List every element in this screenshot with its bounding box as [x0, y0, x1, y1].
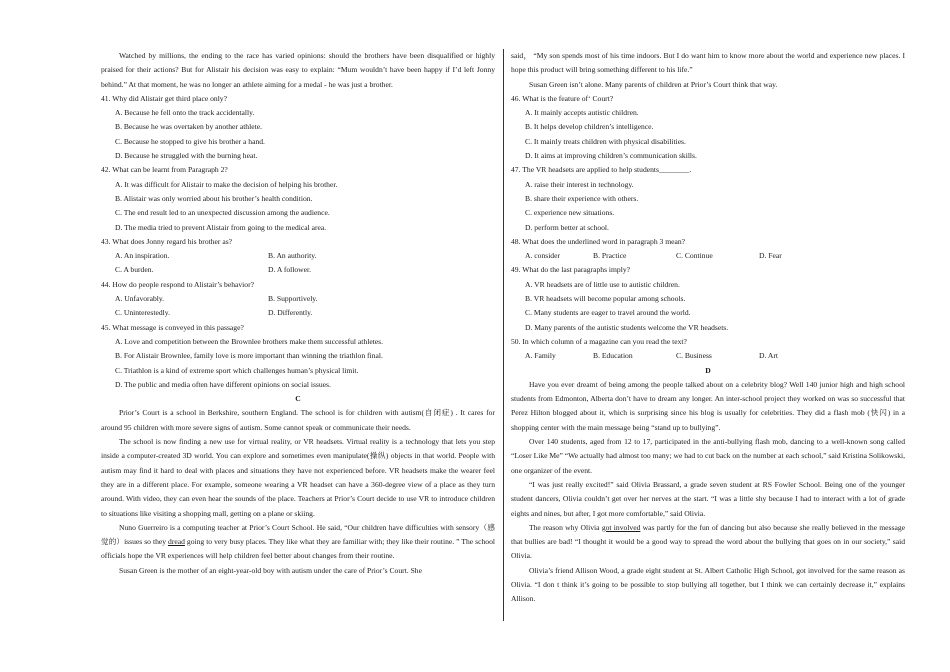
passage-d-paragraph-3: “I was just really excited!” said Olivia Brassard, a grade seven student at RS Fowler School. Being one of the younger student dancers, Olivia couldn’t get over her nerves at the start. “I was a little shy because I had to interact with a lot of grade eights and nines, but after, I got more comfortable,” said Olivia. [511, 479, 905, 518]
q42-option-c: C. The end result led to an unexpected discussion among the audience. [115, 208, 330, 218]
q44-option-a: A. Unfavorably. [115, 294, 165, 304]
passage-c-paragraph-5: Susan Green isn’t alone. Many parents of children at Prior’s Court think that way. [529, 79, 778, 89]
paragraph-3-text-start: Nuno Guerreiro is a computing teacher at Prior’s Court School. He said, “Our children have difficulties with sensory（感觉的）issues so they [101, 522, 495, 547]
q43-option-c: C. A burden. [115, 265, 154, 275]
q49-option-d: D. Many parents of the autistic students welcome the VR headsets. [525, 322, 729, 332]
question-50: 50. In which column of a magazine can you read the text? [511, 336, 687, 346]
paragraph-4-text-start: The reason why Olivia [529, 522, 602, 532]
passage-d-paragraph-4 [511, 521, 905, 564]
q50-option-c: C. Business [676, 351, 712, 361]
underlined-word-dread: dread [168, 537, 185, 547]
question-48: 48. What does the underlined word in paragraph 3 mean? [511, 236, 686, 246]
q48-option-a: A. consider [525, 251, 561, 261]
left-column [101, 49, 495, 578]
q44-option-d: D. Differently. [268, 308, 313, 318]
q49-option-a: A. VR headsets are of little use to autistic children. [525, 279, 680, 289]
q41-option-b: B. Because he was overtaken by another athlete. [115, 122, 262, 132]
column-divider [503, 49, 504, 621]
q46-option-d: D. It aims at improving children’s communication skills. [525, 151, 697, 161]
question-44: 44. How do people respond to Alistair’s behavior? [101, 279, 254, 289]
passage-c-paragraph-4-continued: said， “My son spends most of his time indoors. But I do want him to know more about the world and experience new places. I hope this product will bring something different to his life.” [511, 51, 905, 75]
q43-option-d: D. A follower. [268, 265, 312, 275]
q47-option-b: B. share their experience with others. [525, 193, 639, 203]
q44-option-b: B. Supportively. [268, 294, 318, 304]
passage-b-closing-paragraph: Watched by millions, the ending to the race has varied opinions: should the brothers have been disqualified or highly praised for their actions? But for Alistair his decision was easy to explain: “Mum wouldn’t have been happy if I’d left Jonny behind.” At that moment, he was no longer an athlete aiming for a medal - he was just a brother. [101, 51, 495, 89]
q48-options-row [511, 249, 905, 263]
q43-option-a: A. An inspiration. [115, 251, 170, 261]
q47-option-d: D. perform better at school. [525, 222, 609, 232]
q44-option-c: C. Uninterestedly. [115, 308, 170, 318]
q42-option-b: B. Alistair was only worried about his brother’s health condition. [115, 193, 313, 203]
q46-option-c: C. It mainly treats children with physical disabilities. [525, 136, 686, 146]
paragraph-4-text-end: was partly for the fun of dancing but also because she really believed in the message that bullies are bad! “I thought it would be a good way to spread the word about the bullying that goes on in our society,” said Olivia. [511, 522, 905, 561]
section-d-heading: D [705, 365, 711, 375]
q42-option-d: D. The media tried to prevent Alistair from going to the medical area. [115, 222, 327, 232]
q43-options-row-1 [101, 249, 495, 263]
right-column [511, 49, 905, 607]
question-47: 47. The VR headsets are applied to help students________. [511, 165, 692, 175]
question-41: 41. Why did Alistair get third place only? [101, 93, 227, 103]
q45-option-a: A. Love and competition between the Brownlee brothers make them successful athletes. [115, 336, 384, 346]
question-43: 43. What does Jonny regard his brother as? [101, 236, 233, 246]
q46-option-a: A. It mainly accepts autistic children. [525, 108, 639, 118]
q50-options-row [511, 349, 905, 363]
q41-option-c: C. Because he stopped to give his brother a hand. [115, 136, 265, 146]
q48-option-b: B. Practice [593, 251, 627, 261]
passage-c-paragraph-4: Susan Green is the mother of an eight-year-old boy with autism under the care of Prior’s Court. She [119, 565, 422, 575]
q49-option-b: B. VR headsets will become popular among schools. [525, 294, 686, 304]
underlined-phrase-got-involved: got involved [601, 522, 641, 532]
question-46: 46. What is the feature of‘ Court? [511, 93, 614, 103]
passage-d-paragraph-2: Over 140 students, aged from 12 to 17, participated in the anti-bullying flash mob, dancing to a well-known song called “Loser Like Me” “We actually had almost too many; we had to cut back on the number at each school,” said Kristina Solikowski, one organizer of the event. [511, 437, 905, 475]
q47-option-c: C. experience new situations. [525, 208, 615, 218]
question-45: 45. What message is conveyed in this passage? [101, 322, 244, 332]
q43-options-row-2 [101, 263, 495, 277]
q49-option-c: C. Many students are eager to travel around the world. [525, 308, 691, 318]
passage-d-paragraph-1: Have you ever dreamt of being among the people talked about on a celebrity blog? Well 140 junior high and high school students from Edmonton, Alberta don’t have to dream any longer. An inter-school project they worked on was so successful that Perez Hilton blogged about it, which is surprising since his blog is usually for celebrities. They did a flash mob (快闪) in a shopping center with the main message being “stand up to bullying”. [511, 379, 905, 432]
question-49: 49. What do the last paragraphs imply? [511, 265, 631, 275]
q45-option-d: D. The public and media often have different opinions on social issues. [115, 379, 331, 389]
passage-d-paragraph-5: Olivia’s friend Allison Wood, a grade eight student at St. Albert Catholic High School, got involved for the same reason as Olivia. “I don t think it’s going to be possible to stop bullying all together, but I think we can certainly decrease it,” explains Allison. [511, 565, 905, 604]
q44-options-row-1 [101, 292, 495, 306]
q46-option-b: B. It helps develop children’s intelligence. [525, 122, 654, 132]
passage-c-paragraph-1: Prior’s Court is a school in Berkshire, southern England. The school is for children with autism(自闭症) . It cares for around 95 children with more severe signs of autism. Some cannot speak or communicate their needs. [101, 408, 495, 432]
q44-options-row-2 [101, 306, 495, 320]
question-42: 42. What can be learnt from Paragraph 2? [101, 165, 228, 175]
paragraph-3-text-end: going to very busy places. They like what they are familiar with; they like their routine. ” The school officials hope the VR experiences will help children feel better about changes from their routine. [101, 537, 495, 561]
q50-option-b: B. Education [593, 351, 633, 361]
q48-option-d: D. Fear [759, 251, 782, 261]
q41-option-a: A. Because he fell onto the track accidentally. [115, 108, 255, 118]
q45-option-b: B. For Alistair Brownlee, family love is more important than winning the triathlon final. [115, 351, 383, 361]
q41-option-d: D. Because he struggled with the burning heat. [115, 151, 258, 161]
passage-c-paragraph-2: The school is now finding a new use for virtual reality, or VR headsets. Virtual reality is a technology that lets you step inside a computer-created 3D world. You can explore and sometimes even manipulate(操纵) objects in that world. People with autism may find it hard to deal with places and situations they have not experienced before. VR headsets make the wearer feel they are in a different place. For example, someone wearing a VR headset can have a 360-degree view of a place as they turn around. With video, they can even hear the sounds of the place. Teachers at Prior’s Court decide to use VR to introduce children to situations like visiting a shopping mall, getting on a plane or skiing. [101, 437, 495, 518]
q50-option-d: D. Art [759, 351, 778, 361]
q47-option-a: A. raise their interest in technology. [525, 179, 634, 189]
q42-option-a: A. It was difficult for Alistair to make the decision of helping his brother. [115, 179, 338, 189]
q45-option-c: C. Triathlon is a kind of extreme sport which challenges human’s physical limit. [115, 365, 359, 375]
section-c-heading: C [295, 394, 301, 404]
q50-option-a: A. Family [525, 351, 556, 361]
q43-option-b: B. An authority. [268, 251, 317, 261]
passage-c-paragraph-3 [101, 521, 495, 564]
q48-option-c: C. Continue [676, 251, 713, 261]
